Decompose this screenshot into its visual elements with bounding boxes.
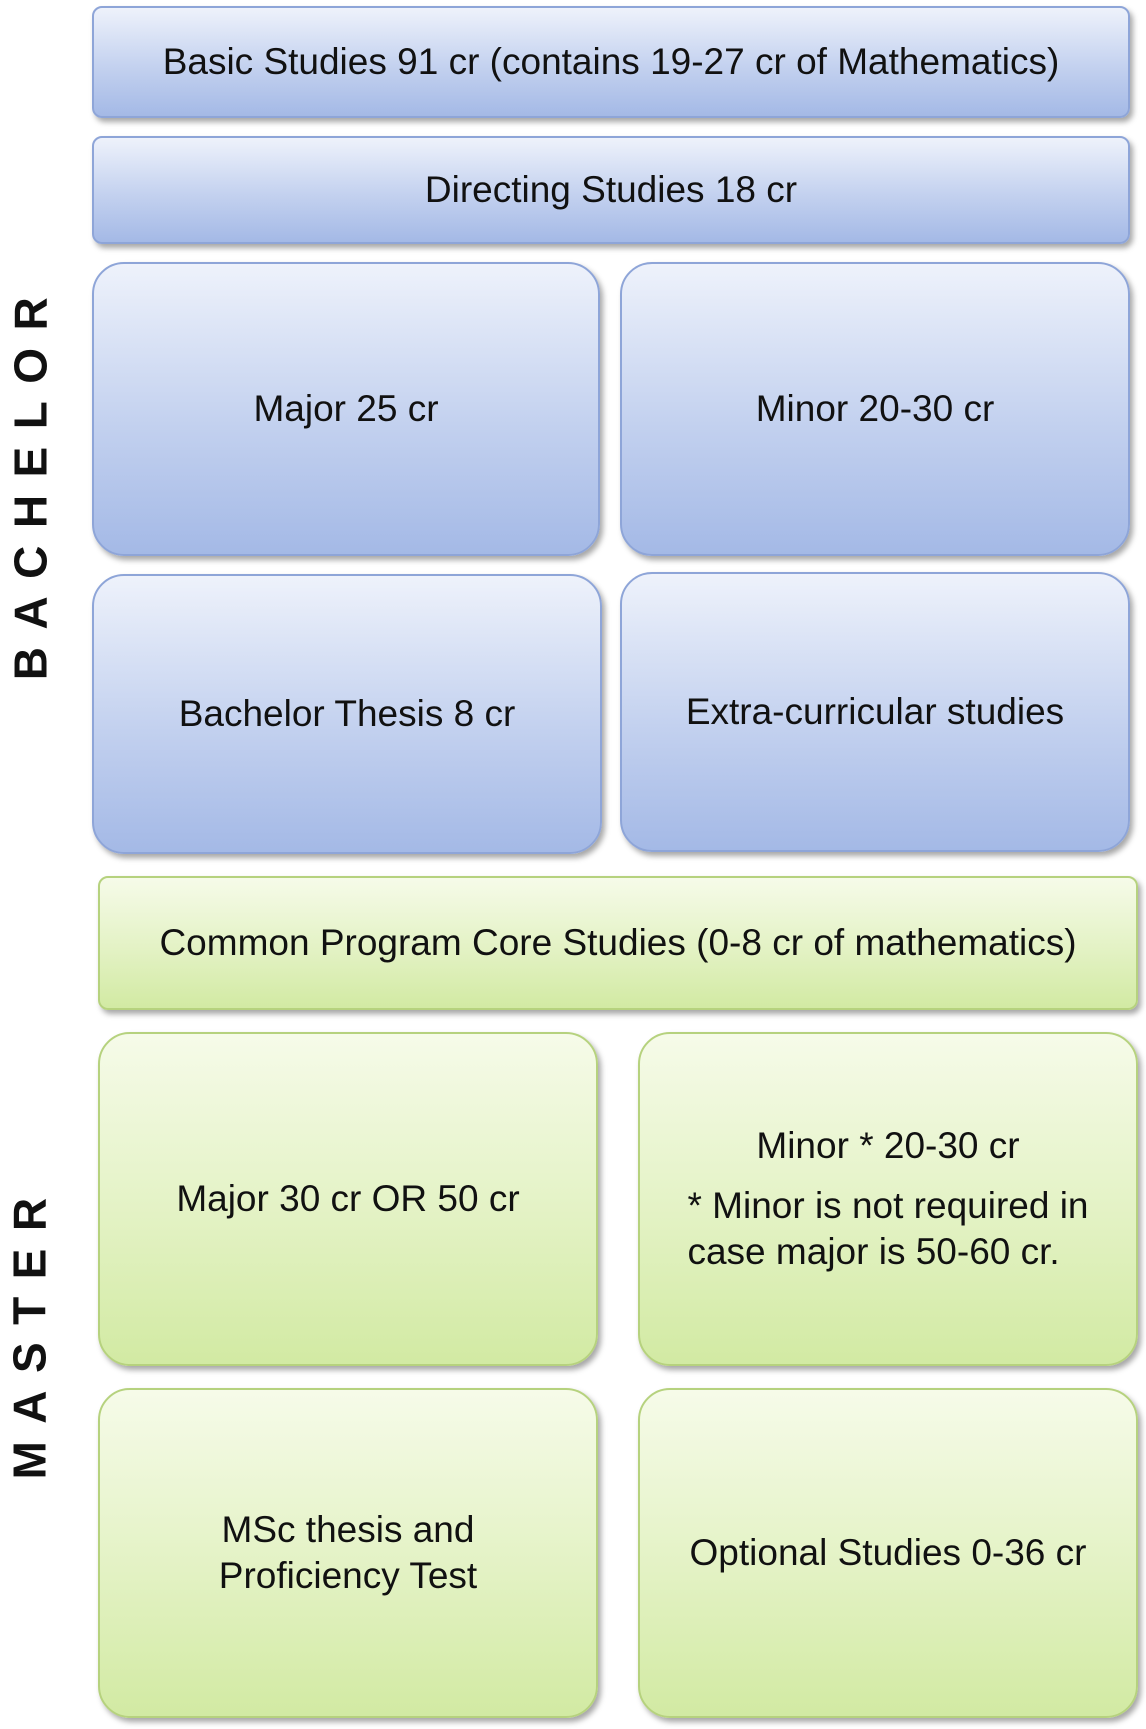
- directing-studies-box: [92, 136, 1130, 244]
- bachelor-label: BACHELOR: [4, 279, 56, 681]
- basic-studies-text: Basic Studies 91 cr (contains 19-27 cr of Mathematics): [162, 40, 1060, 82]
- master-major-box: [98, 1032, 598, 1366]
- minor-note-line2: case major is 50-60 cr.: [687, 1231, 1060, 1273]
- minor-note-line1: * Minor is not required in: [687, 1184, 1089, 1226]
- basic-studies-box: [92, 6, 1130, 118]
- msc-thesis-box: [98, 1388, 598, 1718]
- optional-studies-text: Optional Studies 0-36 cr: [689, 1531, 1087, 1573]
- bachelor-major-box: [92, 262, 600, 556]
- directing-studies-text: Directing Studies 18 cr: [424, 168, 798, 210]
- bachelor-label-container: [0, 130, 60, 830]
- bachelor-thesis-box: [92, 574, 602, 854]
- core-studies-text: Common Program Core Studies (0-8 cr of mathematics): [159, 921, 1077, 963]
- bachelor-thesis-text: Bachelor Thesis 8 cr: [178, 692, 516, 734]
- core-studies-box: [98, 876, 1138, 1010]
- bachelor-minor-box: [620, 262, 1130, 556]
- master-label: MASTER: [4, 1180, 57, 1480]
- master-label-container: [0, 1030, 60, 1630]
- master-minor-title: Minor * 20-30 cr: [756, 1124, 1020, 1166]
- bachelor-major-text: Major 25 cr: [253, 387, 439, 429]
- msc-thesis-line2: Proficiency Test: [218, 1555, 478, 1596]
- msc-thesis-line1: MSc thesis and: [221, 1508, 475, 1550]
- minor-note: [687, 1183, 1088, 1276]
- optional-studies-box: [638, 1388, 1138, 1718]
- master-major-text: Major 30 cr OR 50 cr: [176, 1177, 520, 1219]
- master-minor-box: [638, 1032, 1138, 1366]
- bachelor-minor-text: Minor 20-30 cr: [755, 387, 995, 429]
- extra-curricular-text: Extra-curricular studies: [685, 690, 1065, 732]
- extra-curricular-box: [620, 572, 1130, 852]
